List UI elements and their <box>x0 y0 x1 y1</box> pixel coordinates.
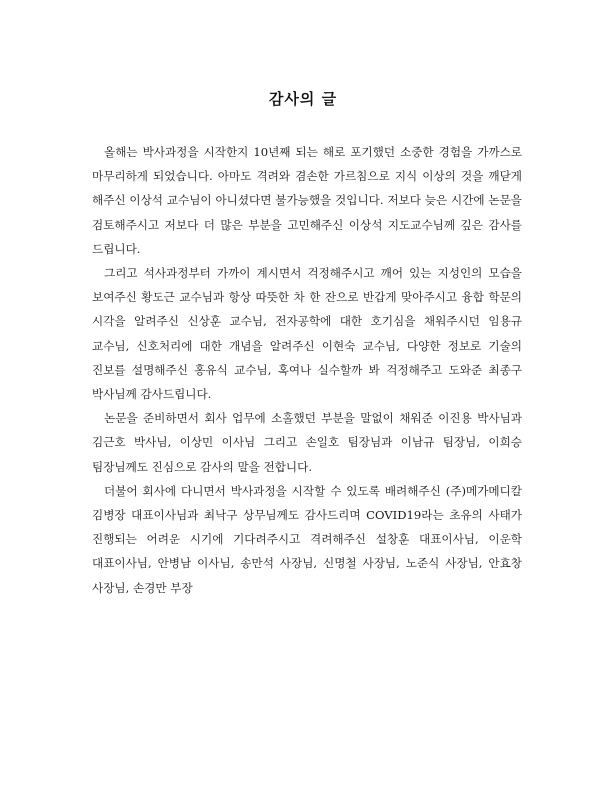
acknowledgement-body <box>92 140 522 600</box>
page-title: 감사의 글 <box>268 90 338 108</box>
paragraph-3: 논문을 준비하면서 회사 업무에 소홀했던 부분을 말없이 채워준 이진용 박사님과 김근호 박사님, 이상민 이사님 그리고 손일호 팀장님과 이남규 팀장님, 이희승 팀장님께도 진심으로 감사의 말을 전합니다. <box>92 411 522 474</box>
paragraph-4: 더불어 회사에 다니면서 박사과정을 시작할 수 있도록 배려해주신 (주)메가메디칼 김병장 대표이사님과 최낙구 상무님께도 감사드리며 COVID19라는 초유의 사태가 진행되는 어려운 시기에 기다려주시고 격려해주신 설창훈 대표이사님, 이운학 대표이사님, 안병남 이사님, 송만석 사장님, 신명철 사장님, 노준식 사장님, 안효창 사장님, 손경만 부장 <box>92 483 522 595</box>
paragraph-2: 그리고 석사과정부터 가까이 계시면서 걱정해주시고 깨어 있는 지성인의 모습을 보여주신 황도근 교수님과 항상 따뜻한 차 한 잔으로 반갑게 맞아주시고 융합 학문의 시각을 알려주신 신상훈 교수님, 전자공학에 대한 호기심을 채워주시던 임용규 교수님, 신호처리에 대한 개념을 알려주신 이현숙 교수님, 다양한 정보로 기술의 진보를 설명해주신 홍유식 교수님, 혹여나 실수할까 봐 걱정해주고 도와준 최종구 박사님께 감사드립니다. <box>92 266 522 402</box>
paragraph-1: 올해는 박사과정을 시작한지 10년째 되는 해로 포기했던 소중한 경험을 가까스로 마무리하게 되었습니다. 아마도 격려와 겸손한 가르침으로 지식 이상의 것을 깨닫게 해주신 이상석 교수님이 아니셨다면 불가능했을 것입니다. 저보다 늦은 시간에 논문을 검토해주시고 저보다 더 많은 부분을 고민해주신 이상석 지도교수님께 깊은 감사를 드립니다. <box>92 145 522 256</box>
